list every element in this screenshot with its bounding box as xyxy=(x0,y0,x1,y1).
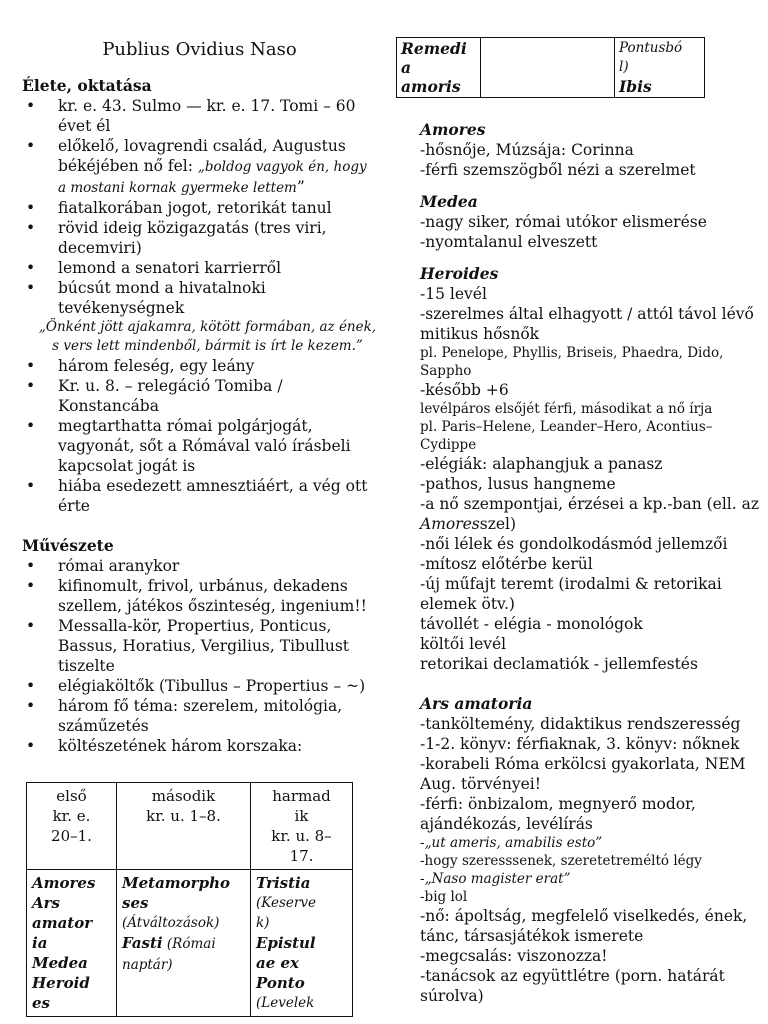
note-line: -új műfajt teremt (irodalmi & retorikai elemek ötv.) xyxy=(420,575,722,613)
note-line: -nagy siker, római utókor elismerése xyxy=(420,213,707,231)
note-line: -„Naso magister erat” xyxy=(420,871,571,887)
quote-block: „Önként jött ajakamra, kötött formában, az ének, s vers lett mindenből, bármit is írt le kezem.” xyxy=(38,319,377,354)
note-line: -pathos, lusus hangneme xyxy=(420,475,616,493)
period-2-works: Metamorpho ses (Átváltozások) Fasti (Római naptár) xyxy=(117,870,251,1017)
note-line: -megcsalás: viszonozza! xyxy=(420,947,608,965)
note-line: -korabeli Róma erkölcsi gyakorlata, NEM Aug. törvényei! xyxy=(420,755,746,793)
note-line: -15 levél xyxy=(420,285,487,303)
note-line: -hogy szeresssenek, szeretetreméltó légy xyxy=(420,853,702,869)
note-line: költői levél xyxy=(420,635,507,653)
note-line: távollét - elégia - monológok xyxy=(420,615,643,633)
list-item: • Kr. u. 8. – relegáció Tomiba / Konstancába xyxy=(22,376,377,416)
list-item: • megtarthatta római polgárjogát, vagyonát, sőt a Rómával való írásbeli kapcsolat jogát is xyxy=(22,416,377,476)
medea-heading: Medea xyxy=(420,192,478,211)
period-1-header: első kr. e. 20–1. xyxy=(27,783,117,870)
table-row xyxy=(397,38,705,98)
table-row xyxy=(27,870,353,1017)
note-line: -nő: ápoltság, megfelelő viselkedés, ének, tánc, társasjátékok ismerete xyxy=(420,907,748,945)
periods-table-continuation xyxy=(396,37,705,98)
note-line: -„ut ameris, amabilis esto” xyxy=(420,835,603,851)
list-item: • előkelő, lovagrendi család, Augustus békéjében nő fel: „boldog vagyok én, hogy a mostani kornak gyermeke lettem” xyxy=(22,136,377,198)
note-line: -férfi szemszögből nézi a szerelmet xyxy=(420,161,696,179)
note-line: -big lol xyxy=(420,889,468,905)
list-item: • lemond a senatori karrierről xyxy=(22,258,377,278)
list-item: • búcsút mond a hivatalnoki tevékenységnek „Önként jött ajakamra, kötött formában, az ének, s vers lett mindenből, bármit is írt le kezem.” xyxy=(22,278,377,356)
table-row xyxy=(27,783,353,870)
note-line: -mítosz előtérbe kerül xyxy=(420,555,593,573)
note-line: -tanácsok az együttlétre (porn. határát súrolva) xyxy=(420,967,725,1005)
list-item: • költészetének három korszaka: xyxy=(22,736,377,756)
period-1-works-cont: Remedi a amoris xyxy=(397,38,481,98)
periods-table xyxy=(26,782,353,1017)
note-line: -női lélek és gondolkodásmód jellemzői xyxy=(420,535,728,553)
note-line: -tanköltemény, didaktikus rendszeresség xyxy=(420,715,741,733)
period-2-header: második kr. u. 1–8. xyxy=(117,783,251,870)
art-heading: Művészete xyxy=(22,536,114,555)
note-line: -a nő szempontjai, érzései a kp.-ban (ell. az Amoresszel) xyxy=(420,495,760,533)
list-item: • három fő téma: szerelem, mitológia, száműzetés xyxy=(22,696,377,736)
heroides-heading: Heroides xyxy=(420,264,499,283)
note-line: retorikai declamatiók - jellemfestés xyxy=(420,655,698,673)
page-title: Publius Ovidius Naso xyxy=(102,39,297,60)
list-item: • hiába esedezett amnesztiáért, a vég ott érte xyxy=(22,476,377,516)
period-3-works-cont: Pontusbó l) Ibis xyxy=(615,38,705,98)
list-item: • fiatalkorában jogot, retorikát tanul xyxy=(22,198,377,218)
life-heading: Élete, oktatása xyxy=(22,76,152,95)
amores-heading: Amores xyxy=(420,120,486,139)
period-3-header: harmad ik kr. u. 8– 17. xyxy=(251,783,353,870)
art-list xyxy=(22,556,377,756)
note-line: -szerelmes által elhagyott / attól távol lévő mitikus hősnők xyxy=(420,305,754,343)
note-line: pl. Paris–Helene, Leander–Hero, Acontius–Cydippe xyxy=(420,419,713,453)
note-line: -elégiák: alaphangjuk a panasz xyxy=(420,455,663,473)
list-item: • rövid ideig közigazgatás (tres viri, decemviri) xyxy=(22,218,377,258)
ars-heading: Ars amatoria xyxy=(420,694,533,713)
period-2-works-cont xyxy=(481,38,615,98)
note-line: -férfi: önbizalom, megnyerő modor, ajándékozás, levélírás xyxy=(420,795,696,833)
list-item: • elégiaköltők (Tibullus – Propertius – ~) xyxy=(22,676,377,696)
note-line: levélpáros elsőjét férfi, másodikat a nő írja xyxy=(420,401,713,417)
period-1-works: Amores Ars amator ia Medea Heroid es xyxy=(27,870,117,1017)
period-3-works: Tristia (Keserve k) Epistul ae ex Ponto (Levelek xyxy=(251,870,353,1017)
list-item: • három feleség, egy leány xyxy=(22,356,377,376)
life-list xyxy=(22,96,377,516)
note-line: -1-2. könyv: férfiaknak, 3. könyv: nőknek xyxy=(420,735,740,753)
note-line: -nyomtalanul elveszett xyxy=(420,233,598,251)
note-line: -hősnője, Múzsája: Corinna xyxy=(420,141,634,159)
list-item: • Messalla-kör, Propertius, Ponticus, Bassus, Horatius, Vergilius, Tibullust tiszelte xyxy=(22,616,377,676)
quote-inline: „boldog vagyok én, hogy a mostani kornak gyermeke lettem xyxy=(58,159,367,196)
note-line: -később +6 xyxy=(420,381,509,399)
works-notes xyxy=(420,120,764,1006)
note-line: pl. Penelope, Phyllis, Briseis, Phaedra, Dido, Sappho xyxy=(420,345,724,379)
list-item: • kifinomult, frivol, urbánus, dekadens szellem, játékos őszinteség, ingenium!! xyxy=(22,576,377,616)
list-item: • római aranykor xyxy=(22,556,377,576)
list-item: • kr. e. 43. Sulmo — kr. e. 17. Tomi – 60 évet él xyxy=(22,96,377,136)
